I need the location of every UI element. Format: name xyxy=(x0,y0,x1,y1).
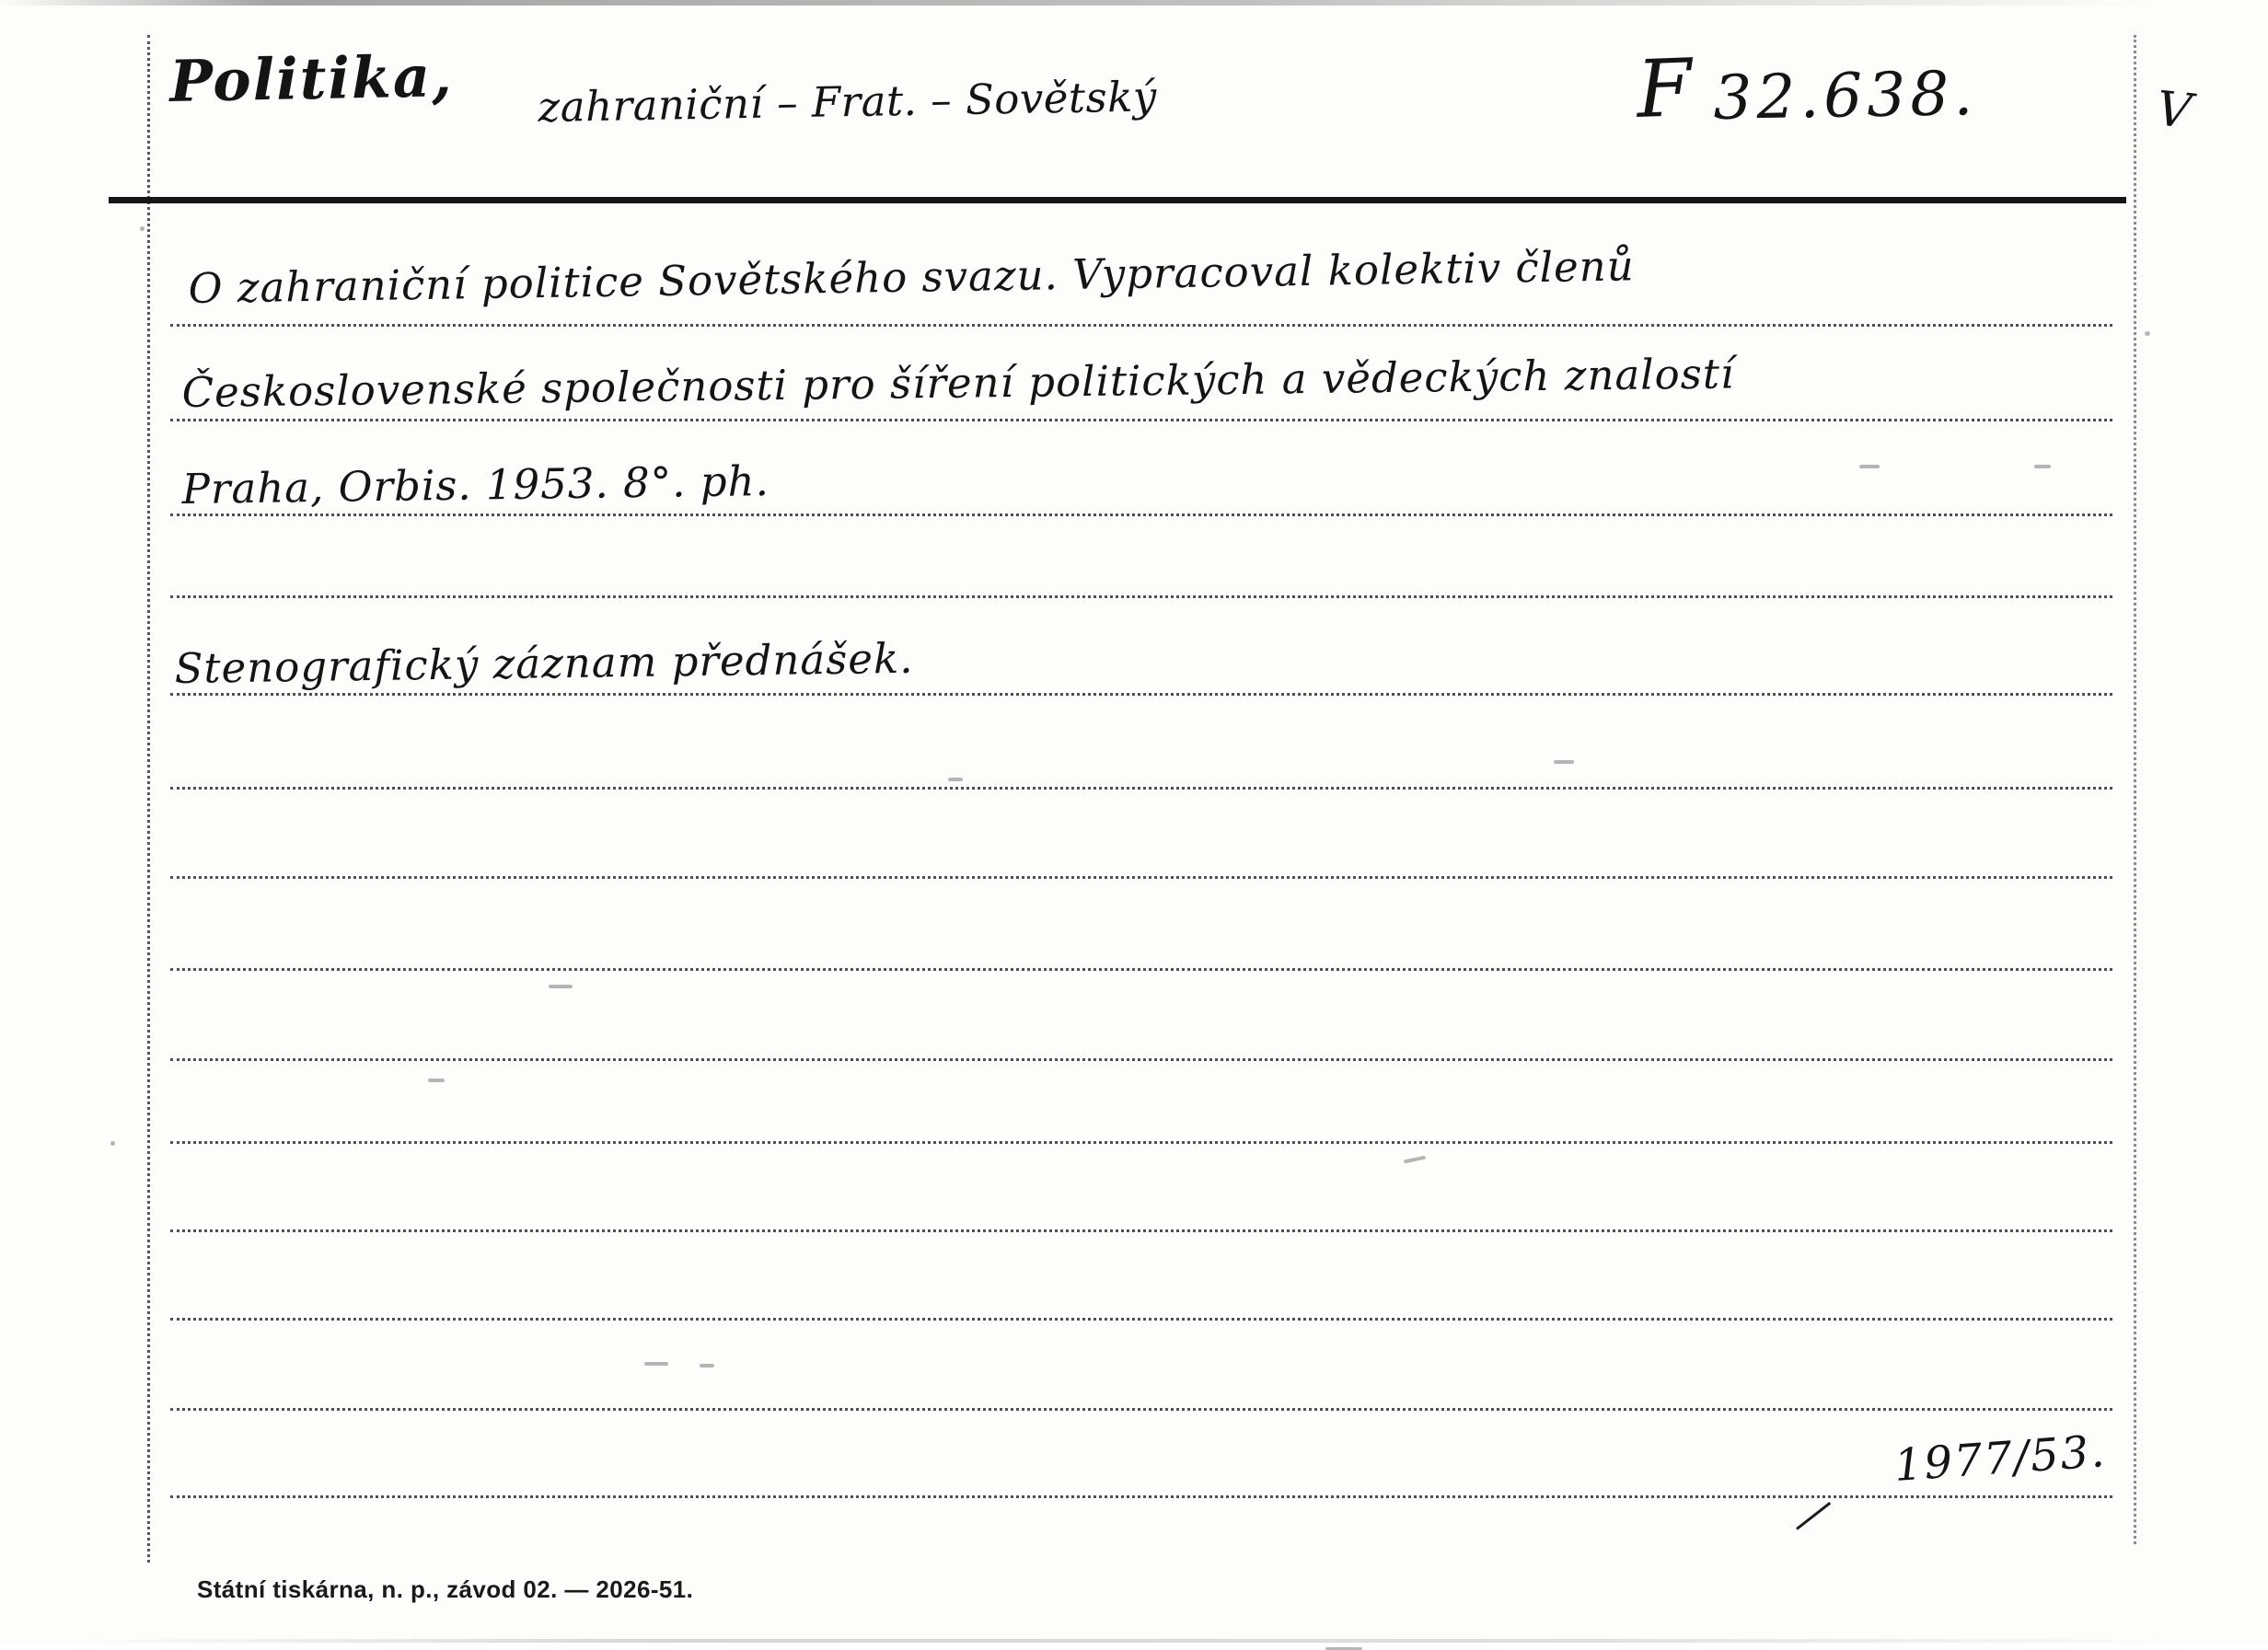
description-line-2: Československé společnosti pro šíření politických a vědeckých znalostí xyxy=(181,349,1735,417)
scan-speck xyxy=(428,1079,445,1082)
description-line-1: O zahraniční politice Sovětského svazu. Vypracoval kolektiv členů xyxy=(188,241,1636,313)
scan-speck xyxy=(110,1141,115,1146)
left-margin-rule xyxy=(147,35,150,1563)
header-divider xyxy=(109,197,2126,203)
pen-tick-mark xyxy=(1796,1502,1831,1530)
subject-heading: Politika, xyxy=(168,42,455,115)
scan-speck xyxy=(1404,1156,1426,1164)
ruled-line xyxy=(170,419,2112,421)
shelfmark-prefix: F xyxy=(1635,41,1695,136)
ruled-line xyxy=(170,1408,2112,1411)
ruled-line xyxy=(170,513,2112,516)
ruled-line xyxy=(170,876,2112,879)
scan-speck xyxy=(140,226,145,231)
scan-speck xyxy=(1859,465,1880,468)
right-margin-rule xyxy=(2134,35,2136,1544)
ruled-line xyxy=(170,324,2112,327)
ruled-line xyxy=(170,595,2112,598)
accession-number: 1977/53. xyxy=(1892,1425,2109,1492)
ruled-line xyxy=(170,1141,2112,1144)
printer-imprint: Státní tiskárna, n. p., závod 02. — 2026-51. xyxy=(197,1575,694,1603)
scan-speck xyxy=(700,1364,714,1367)
subject-qualifier: zahraniční – Frat. – Sovětský xyxy=(538,72,1158,132)
ruled-line xyxy=(170,693,2112,696)
scan-speck xyxy=(549,985,573,988)
ruled-line xyxy=(170,1229,2112,1232)
ruled-line xyxy=(170,968,2112,971)
verification-check: V xyxy=(2154,81,2195,140)
scan-edge-bottom xyxy=(0,1639,2268,1643)
scan-speck xyxy=(644,1362,668,1366)
description-line-3: Praha, Orbis. 1953. 8°. ph. xyxy=(181,456,770,513)
ruled-line xyxy=(170,1495,2112,1498)
note-line: Stenografický záznam přednášek. xyxy=(174,633,914,693)
scan-speck xyxy=(948,778,963,781)
scan-speck xyxy=(2145,331,2150,336)
scan-edge-top xyxy=(0,0,2268,6)
scan-speck xyxy=(1554,760,1574,764)
scan-speck xyxy=(2034,465,2051,468)
ruled-line xyxy=(170,1318,2112,1321)
shelfmark-number: 32.638. xyxy=(1712,58,1978,133)
ruled-line xyxy=(170,787,2112,790)
ruled-line xyxy=(170,1058,2112,1061)
